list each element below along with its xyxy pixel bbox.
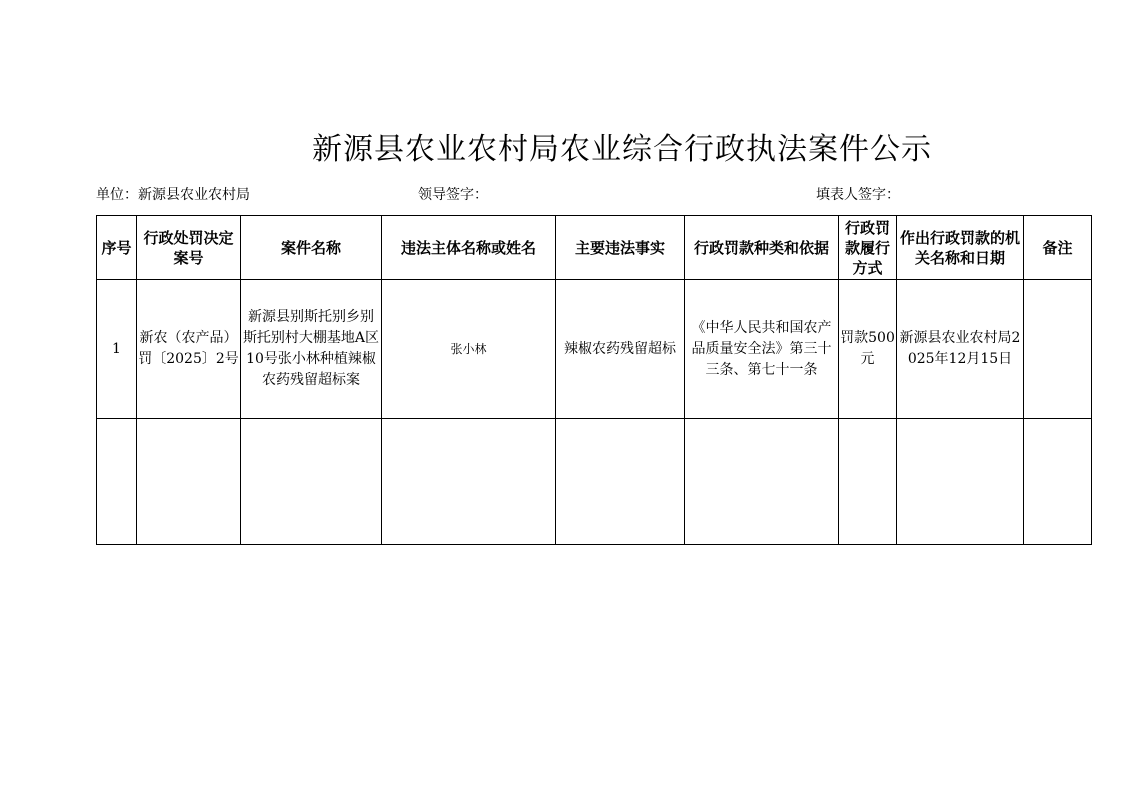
unit-label: 单位：新源县农业农村局 [96, 187, 250, 203]
cell-index: 1 [97, 280, 137, 419]
header-case-number: 行政处罚决定案号 [137, 216, 241, 280]
header-authority-date: 作出行政罚款的机关名称和日期 [897, 216, 1024, 280]
cell-authority-date: 新源县农业农村局2025年12月15日 [897, 280, 1024, 419]
empty-cell [137, 419, 241, 545]
header-penalty-basis: 行政罚款种类和依据 [685, 216, 839, 280]
empty-cell [897, 419, 1024, 545]
header-case-name: 案件名称 [241, 216, 382, 280]
header-subject-name: 违法主体名称或姓名 [382, 216, 556, 280]
empty-cell [382, 419, 556, 545]
empty-cell [241, 419, 382, 545]
header-payment-method: 行政罚款履行方式 [839, 216, 897, 280]
empty-cell [556, 419, 685, 545]
empty-cell [97, 419, 137, 545]
leader-signature-label: 领导签字： [418, 187, 488, 203]
cell-payment-method: 罚款500元 [839, 280, 897, 419]
header-index: 序号 [97, 216, 137, 280]
cell-case-name: 新源县别斯托别乡别斯托别村大棚基地A区10号张小林种植辣椒农药残留超标案 [241, 280, 382, 419]
table-row [97, 280, 1092, 419]
cell-remarks [1024, 280, 1092, 419]
empty-cell [839, 419, 897, 545]
filler-signature-label: 填表人签字： [816, 187, 900, 203]
header-remarks: 备注 [1024, 216, 1092, 280]
table-header-row [97, 216, 1092, 280]
cell-case-number: 新农（农产品）罚〔2025〕2号 [137, 280, 241, 419]
header-main-facts: 主要违法事实 [556, 216, 685, 280]
case-table [96, 215, 1092, 545]
document-title: 新源县农业农村局农业综合行政执法案件公示 [312, 132, 932, 167]
cell-subject-name: 张小林 [382, 280, 556, 419]
empty-cell [1024, 419, 1092, 545]
cell-main-facts: 辣椒农药残留超标 [556, 280, 685, 419]
empty-cell [685, 419, 839, 545]
table-row-empty [97, 419, 1092, 545]
cell-penalty-basis: 《中华人民共和国农产品质量安全法》第三十三条、第七十一条 [685, 280, 839, 419]
